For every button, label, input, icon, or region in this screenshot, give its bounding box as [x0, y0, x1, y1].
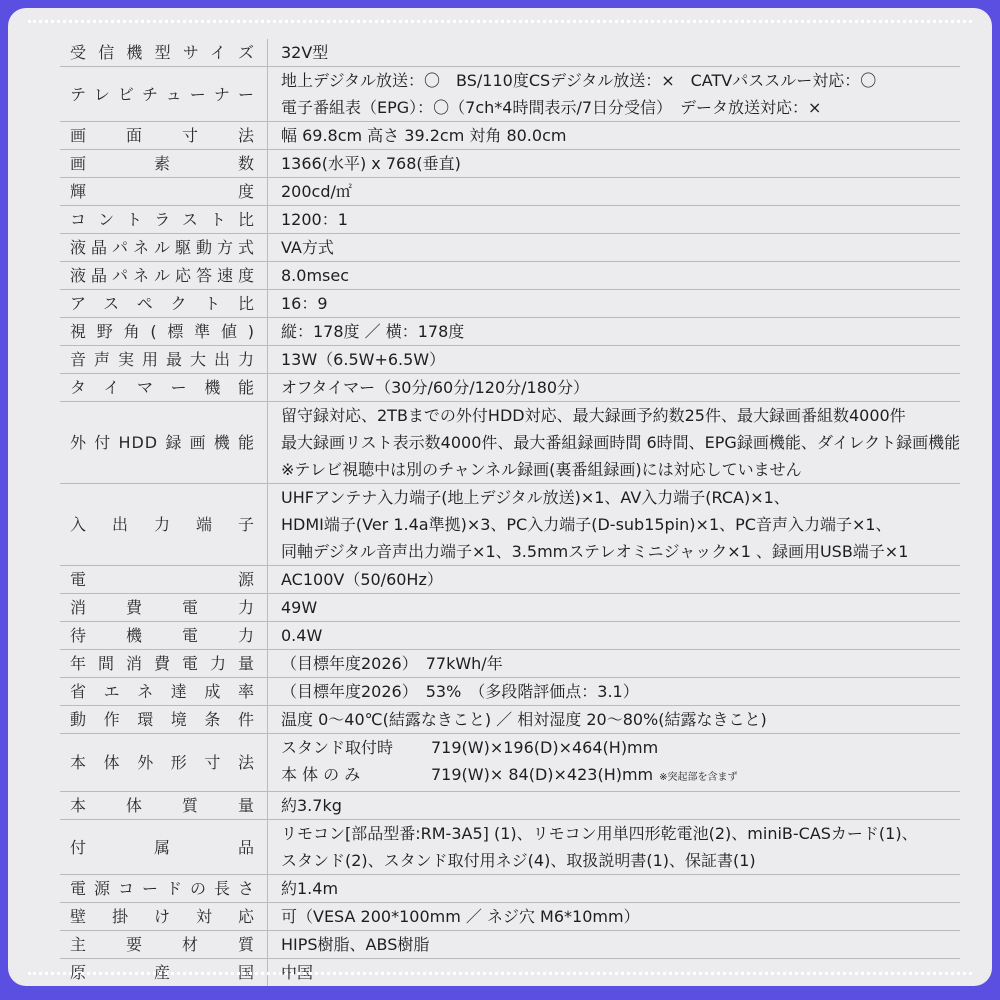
- spec-label-text: コントラスト比: [70, 210, 255, 229]
- spec-label-text: 壁掛け対応: [70, 907, 255, 926]
- spec-label-text: 液晶パネル駆動方式: [70, 238, 255, 257]
- spec-value-line: 約3.7kg: [281, 796, 342, 815]
- spec-row: [60, 650, 960, 678]
- spec-label-text: タイマー機能: [70, 378, 255, 397]
- spec-label-text: 輝度: [70, 182, 255, 201]
- spec-row: [60, 566, 960, 594]
- spec-row: [60, 206, 960, 234]
- spec-label: [60, 792, 268, 820]
- spec-value-line: ※テレビ視聴中は別のチャンネル録画(裏番組録画)には対応していません: [281, 460, 802, 479]
- spec-value-line: （目標年度2026） 77kWh/年: [281, 654, 503, 673]
- spec-value-line: 32V型: [281, 43, 329, 62]
- spec-label-text: 動作環境条件: [70, 710, 255, 729]
- spec-value-line: UHFアンテナ入力端子(地上デジタル放送)×1、AV入力端子(RCA)×1、: [281, 488, 790, 507]
- spec-row: [60, 178, 960, 206]
- spec-value: [268, 734, 961, 792]
- spec-value-line: 49W: [281, 598, 318, 617]
- spec-label-text: 消費電力: [70, 598, 255, 617]
- spec-label: [60, 706, 268, 734]
- spec-value-line: 13W（6.5W+6.5W）: [281, 350, 446, 369]
- spec-label-text: 待機電力: [70, 626, 255, 645]
- spec-value: [268, 262, 961, 290]
- spec-row: [60, 318, 960, 346]
- spec-label-text: アスペクト比: [70, 294, 255, 313]
- spec-row: [60, 594, 960, 622]
- spec-label-text: 電源コードの長さ: [70, 879, 255, 898]
- spec-label-text: 電源: [70, 570, 255, 589]
- spec-label: [60, 678, 268, 706]
- spec-value-line: 0.4W: [281, 626, 323, 645]
- spec-value: [268, 150, 961, 178]
- spec-value: [268, 484, 961, 566]
- spec-row: [60, 903, 960, 931]
- spec-value-line: 留守録対応、2TBまでの外付HDD対応、最大録画予約数25件、最大録画番組数4000件: [281, 406, 906, 425]
- spec-row: [60, 792, 960, 820]
- spec-row: [60, 931, 960, 959]
- spec-value-line: 約1.4m: [281, 879, 339, 898]
- spec-label: [60, 650, 268, 678]
- top-dotted-divider: [28, 20, 972, 23]
- spec-value-line: 地上デジタル放送：〇 BS/110度CSデジタル放送：× CATVパススルー対応：〇: [281, 71, 877, 90]
- spec-label: [60, 318, 268, 346]
- spec-label: [60, 875, 268, 903]
- spec-value-line: 1366(水平) x 768(垂直): [281, 154, 461, 173]
- spec-value: [268, 678, 961, 706]
- spec-label-text: テレビチューナー: [70, 84, 255, 104]
- dimension-stand-label: スタンド取付時: [281, 738, 394, 757]
- spec-label-text: 入出力端子: [70, 515, 255, 534]
- spec-label-text: 原産国: [70, 963, 255, 982]
- spec-label-text: 付属品: [70, 837, 255, 857]
- dimension-body-line: [281, 761, 960, 791]
- spec-label-text: 画素数: [70, 154, 255, 173]
- spec-value: [268, 206, 961, 234]
- bottom-dotted-divider: [28, 972, 972, 975]
- spec-value-line: VA方式: [281, 238, 334, 257]
- spec-label: [60, 566, 268, 594]
- spec-label: [60, 67, 268, 122]
- spec-row: [60, 374, 960, 402]
- spec-row: [60, 484, 960, 566]
- spec-label: [60, 622, 268, 650]
- spec-label-text: 画面寸法: [70, 126, 255, 145]
- spec-label-text: 本体質量: [70, 796, 255, 815]
- spec-label: [60, 122, 268, 150]
- spec-value-line: 縦：178度 ／ 横：178度: [281, 322, 465, 341]
- spec-value: [268, 594, 961, 622]
- spec-row: [60, 734, 960, 792]
- spec-value-line: 電子番組表（EPG）：〇（7ch*4時間表示/7日分受信） データ放送対応：×: [281, 98, 822, 117]
- spec-value: [268, 820, 961, 875]
- spec-value: [268, 903, 961, 931]
- spec-label: [60, 903, 268, 931]
- spec-row: [60, 122, 960, 150]
- spec-label: [60, 178, 268, 206]
- spec-value: [268, 290, 961, 318]
- spec-value-line: 最大録画リスト表示数4000件、最大番組録画時間 6時間、EPG録画機能、ダイレクト録画機能: [281, 433, 961, 452]
- spec-value: [268, 39, 961, 67]
- spec-label-text: 省エネ達成率: [70, 682, 255, 701]
- spec-value-line: リモコン[部品型番:RM-3A5] (1)、リモコン用単四形乾電池(2)、miniB-CASカード(1)、: [281, 824, 918, 843]
- spec-value: [268, 650, 961, 678]
- spec-row: [60, 875, 960, 903]
- spec-value-line: 中国: [281, 963, 314, 982]
- dimension-body-label: 本 体 の み: [281, 765, 361, 784]
- spec-card: [8, 8, 992, 986]
- spec-value: [268, 346, 961, 374]
- spec-label-text: 受信機型サイズ: [70, 43, 255, 62]
- spec-value: [268, 402, 961, 484]
- spec-value: [268, 792, 961, 820]
- spec-value: [268, 318, 961, 346]
- spec-label: [60, 931, 268, 959]
- spec-row: [60, 262, 960, 290]
- spec-label-text: 音声実用最大出力: [70, 350, 255, 369]
- spec-table: [60, 39, 960, 986]
- spec-label: [60, 39, 268, 67]
- spec-label: [60, 346, 268, 374]
- spec-row: [60, 402, 960, 484]
- spec-label: [60, 150, 268, 178]
- spec-row: [60, 150, 960, 178]
- spec-label-text: 液晶パネル応答速度: [70, 266, 255, 285]
- spec-value-line: 同軸デジタル音声出力端子×1、3.5mmステレオミニジャック×1 、録画用USB端子×1: [281, 542, 909, 561]
- spec-value-line: 16：9: [281, 294, 328, 313]
- spec-value-line: 温度 0〜40℃(結露なきこと) ／ 相対湿度 20〜80%(結露なきこと): [281, 710, 767, 729]
- spec-value: [268, 706, 961, 734]
- spec-label: [60, 594, 268, 622]
- spec-label: [60, 206, 268, 234]
- spec-row: [60, 290, 960, 318]
- spec-row: [60, 820, 960, 875]
- spec-value: [268, 931, 961, 959]
- spec-label-text: 本体外形寸法: [70, 753, 255, 772]
- dimension-stand-line: [281, 734, 960, 761]
- spec-row: [60, 67, 960, 122]
- spec-row: [60, 39, 960, 67]
- spec-row: [60, 678, 960, 706]
- dimension-body-value: 719(W)× 84(D)×423(H)mm: [431, 765, 654, 784]
- spec-label: [60, 290, 268, 318]
- spec-label-text: 外付HDD録画機能: [70, 433, 255, 452]
- spec-value: [268, 622, 961, 650]
- spec-value: [268, 374, 961, 402]
- spec-label-text: 視野角(標準値): [70, 322, 255, 341]
- spec-value-line: オフタイマー（30分/60分/120分/180分）: [281, 378, 590, 397]
- dimension-stand-value: 719(W)×196(D)×464(H)mm: [431, 738, 659, 757]
- spec-row: [60, 622, 960, 650]
- spec-value-line: HDMI端子(Ver 1.4a準拠)×3、PC入力端子(D-sub15pin)×1、PC音声入力端子×1、: [281, 515, 892, 534]
- spec-value: [268, 67, 961, 122]
- spec-row: [60, 234, 960, 262]
- spec-label: [60, 820, 268, 875]
- spec-label: [60, 234, 268, 262]
- spec-value: [268, 178, 961, 206]
- spec-label: [60, 734, 268, 792]
- spec-row: [60, 706, 960, 734]
- spec-value-line: スタンド(2)、スタンド取付用ネジ(4)、取扱説明書(1)、保証書(1): [281, 851, 756, 870]
- spec-label: [60, 374, 268, 402]
- dimension-body-note: ※突起部を含まず: [659, 772, 738, 783]
- spec-label: [60, 402, 268, 484]
- spec-row: [60, 346, 960, 374]
- spec-value-line: （目標年度2026） 53% （多段階評価点：3.1）: [281, 682, 639, 701]
- spec-label-text: 主要材質: [70, 935, 255, 954]
- spec-label: [60, 484, 268, 566]
- spec-value: [268, 122, 961, 150]
- spec-value-line: 可（VESA 200*100mm ／ ネジ穴 M6*10mm）: [281, 907, 640, 926]
- spec-value-line: AC100V（50/60Hz）: [281, 570, 443, 589]
- spec-value-line: 1200：1: [281, 210, 348, 229]
- spec-label: [60, 262, 268, 290]
- spec-value: [268, 566, 961, 594]
- spec-value: [268, 875, 961, 903]
- spec-value: [268, 234, 961, 262]
- spec-value-line: 8.0msec: [281, 266, 350, 285]
- spec-label-text: 年間消費電力量: [70, 654, 255, 673]
- spec-value-line: 幅 69.8cm 高さ 39.2cm 対角 80.0cm: [281, 126, 567, 145]
- spec-value-line: HIPS樹脂、ABS樹脂: [281, 935, 430, 954]
- spec-value-line: 200cd/㎡: [281, 182, 352, 201]
